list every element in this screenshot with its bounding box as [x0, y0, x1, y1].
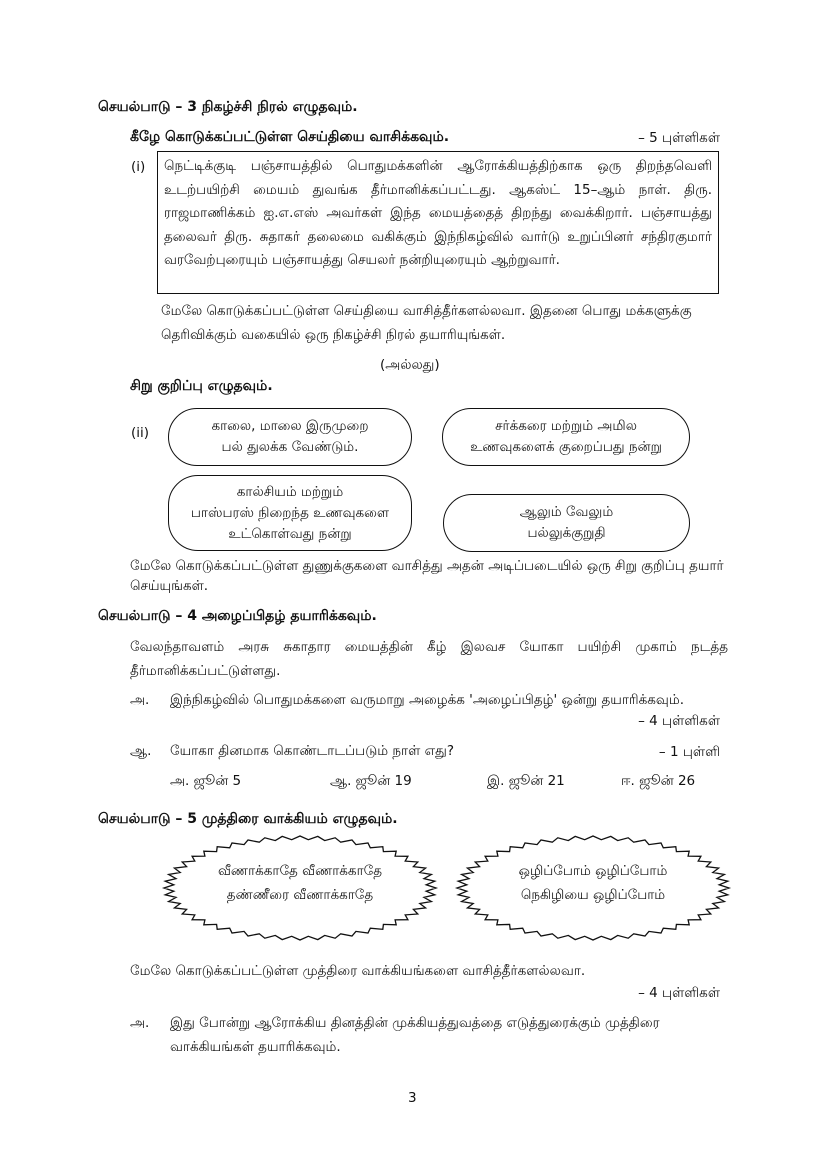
q-b-marks: – 1 புள்ளி: [658, 744, 720, 760]
hint-bubble: [442, 408, 690, 466]
hint-line: ஆலும் வேலும்: [519, 504, 614, 520]
hint-line: காலை, மாலை இருமுறை: [211, 418, 369, 434]
q-b-label: ஆ.: [130, 743, 152, 759]
activity5-q-a-text: இது போன்று ஆரோக்கிய தினத்தின் முக்கியத்துவத்தை எடுத்துரைக்கும் முத்திரை வாக்கியங்கள் தயாரிக்கவும்.: [170, 1015, 660, 1055]
slogan-line: வீணாக்காதே வீணாக்காதே: [218, 863, 382, 879]
hint-line: பல்லுக்குறுதி: [527, 525, 606, 541]
or-text: (அல்லது): [380, 357, 440, 373]
item-i-label: (i): [131, 159, 146, 175]
activity5-heading: செயல்பாடு – 5 முத்திரை வாக்கியம் எழுதவும்.: [98, 811, 398, 827]
q-a-label: அ.: [130, 692, 150, 708]
news-box: நெட்டிக்குடி பஞ்சாயத்தில் பொதுமக்களின் ஆரோக்கியத்திற்காக ஒரு திறந்தவெளி உடற்பயிற்சி மையம் துவங்க தீர்மானிக்கப்பட்டது. ஆகஸ்ட் 15–ஆம் நாள். திரு. ராஜமாணிக்கம் ஐ.எ.எஸ் அவர்கள் இந்த மையத்தைத் திறந்து வைக்கிறார். பஞ்சாயத்து தலைவர் திரு. சுதாகர் தலைமை வகிக்கும் இந்நிகழ்வில் வார்டு உறுப்பினர் சந்திரகுமார் வரவேற்புரையும் பஞ்சாயத்து செயலர் நன்றியுரையும் ஆற்றுவார்.: [157, 151, 719, 294]
page-number: 3: [408, 1090, 417, 1106]
hint-line: உணவுகளைக் குறைப்பது நன்று: [470, 439, 662, 455]
option-c: இ. ஜூன் 21: [487, 773, 565, 789]
note-task: மேலே கொடுக்கப்பட்டுள்ள துணுக்குகளை வாசித்து அதன் அடிப்படையில் ஒரு சிறு குறிப்பு தயார் செய்யுங்கள்.: [130, 558, 724, 594]
activity3-instruction: கீழே கொடுக்கப்பட்டுள்ள செய்தியை வாசிக்கவும்.: [130, 129, 450, 145]
activity4-intro: வேலந்தாவளம் அரசு சுகாதார மையத்தின் கீழ் இலவச யோகா பயிற்சி முகாம் நடத்த தீர்மானிக்கப்பட்டுள்ளது.: [130, 639, 728, 679]
item-ii-label: (ii): [131, 425, 150, 441]
option-d: ஈ. ஜூன் 26: [621, 773, 696, 789]
slogan-line: நெகிழியை ஒழிப்போம்: [520, 887, 666, 903]
q-b-text: யோகா தினமாக கொண்டாடப்படும் நாள் எது?: [170, 743, 454, 759]
hint-bubble: [168, 408, 412, 466]
hint-bubble: [443, 494, 690, 552]
slogan-2: [453, 859, 733, 907]
slogan-1: [160, 859, 440, 907]
q-a-text: இந்நிகழ்வில் பொதுமக்களை வருமாறு அழைக்க 'அழைப்பிதழ்' ஒன்று தயாரிக்கவும்.: [170, 692, 684, 708]
slogan-line: தண்ணீரை வீணாக்காதே: [226, 887, 374, 903]
hint-line: உட்கொள்வது நன்று: [228, 525, 352, 542]
activity3-marks: – 5 புள்ளிகள்: [638, 130, 720, 146]
q-a-marks: – 4 புள்ளிகள்: [638, 713, 720, 729]
activity5-q-a-label: அ.: [130, 1015, 150, 1031]
activity5-marks: – 4 புள்ளிகள்: [638, 985, 720, 1001]
hint-line: சர்க்கரை மற்றும் அமில: [495, 418, 637, 434]
hint-line: கால்சியம் மற்றும்: [236, 483, 344, 500]
activity4-heading: செயல்பாடு – 4 அழைப்பிதழ் தயாரிக்கவும்.: [98, 608, 377, 624]
activity3-task: மேலே கொடுக்கப்பட்டுள்ள செய்தியை வாசித்தீர்களல்லவா. இதனை பொது மக்களுக்கு தெரிவிக்கும் வகையில் ஒரு நிகழ்ச்சி நிரல் தயாரியுங்கள்.: [161, 303, 692, 343]
activity3-heading: செயல்பாடு – 3 நிகழ்ச்சி நிரல் எழுதவும்.: [98, 99, 358, 115]
slogan-line: ஒழிப்போம் ஒழிப்போம்: [518, 863, 668, 879]
note-heading: சிறு குறிப்பு எழுதவும்.: [130, 378, 273, 394]
option-b: ஆ. ஜூன் 19: [330, 773, 412, 789]
option-a: அ. ஜூன் 5: [170, 773, 242, 789]
hint-bubble: [168, 475, 412, 551]
activity5-task: மேலே கொடுக்கப்பட்டுள்ள முத்திரை வாக்கியங்களை வாசித்தீர்களல்லவா.: [130, 963, 586, 979]
hint-line: பல் துலக்க வேண்டும்.: [221, 439, 359, 455]
hint-line: பாஸ்பரஸ் நிறைந்த உணவுகளை: [190, 504, 390, 521]
